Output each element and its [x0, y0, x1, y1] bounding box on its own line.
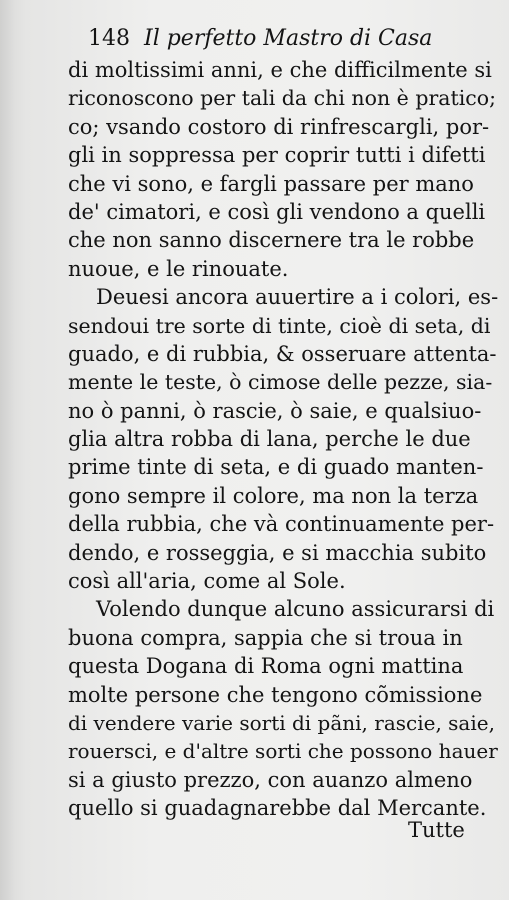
paragraph-first-line: Deuesi ancora auuertire a i colori, es- — [96, 285, 499, 310]
text-line: riconoscono per tali da chi non è pratico; — [68, 86, 496, 111]
text-line: guado, e di rubbia, & osseruare attenta- — [68, 341, 497, 366]
text-line: gono sempre il colore, ma non la terza — [68, 483, 479, 508]
text-line: buona compra, sappia che si troua in — [68, 625, 463, 650]
text-line: mente le teste, ò cimose delle pezze, sia- — [68, 370, 493, 395]
text-line: glia altra robba di lana, perche le due — [68, 427, 471, 452]
text-line: nuoue, e le rinouate. — [68, 256, 289, 281]
text-line: così all'aria, come al Sole. — [68, 569, 346, 594]
text-line: de' cimatori, e così gli vendono a quelli — [68, 199, 486, 224]
text-line: co; vsando costoro di rinfrescargli, por- — [68, 114, 490, 139]
text-line: prime tinte di seta, e di guado manten- — [68, 455, 484, 480]
running-title: Il perfetto Mastro di Casa — [144, 26, 433, 51]
text-line: di moltissimi anni, e che difficilmente si — [68, 58, 492, 82]
text-line: molte persone che tengono cõmissione — [68, 682, 483, 707]
text-line: dendo, e rosseggia, e si macchia subito — [68, 540, 487, 565]
text-line: questa Dogana di Roma ogni mattina — [68, 654, 464, 679]
catchword: Tutte — [408, 818, 465, 842]
text-line: rouersci, e d'altre sorti che possono hauer — [68, 739, 498, 764]
text-block — [68, 56, 498, 823]
text-line: si a giusto prezzo, con auanzo almeno — [68, 767, 473, 792]
page-number: 148 — [88, 26, 130, 51]
text-line: sendoui tre sorte di tinte, cioè di seta, di — [68, 313, 491, 338]
text-line: di vendere varie sorti di pãni, rascie, saie, — [68, 710, 495, 735]
text-line: quello si guadagnarebbe dal Mercante. — [68, 796, 487, 821]
binding-gutter — [0, 0, 26, 900]
text-line: gli in soppressa per coprir tutti i difetti — [68, 143, 486, 168]
text-line: che vi sono, e fargli passare per mano — [68, 171, 474, 196]
text-line: che non sanno discernere tra le robbe — [68, 228, 475, 253]
page-header — [88, 26, 468, 56]
paragraph-first-line: Volendo dunque alcuno assicurarsi di — [96, 597, 495, 622]
text-line: della rubbia, che và continuamente per- — [68, 512, 495, 537]
text-line: no ò panni, ò rascie, ò saie, e qualsiuo- — [68, 398, 482, 423]
